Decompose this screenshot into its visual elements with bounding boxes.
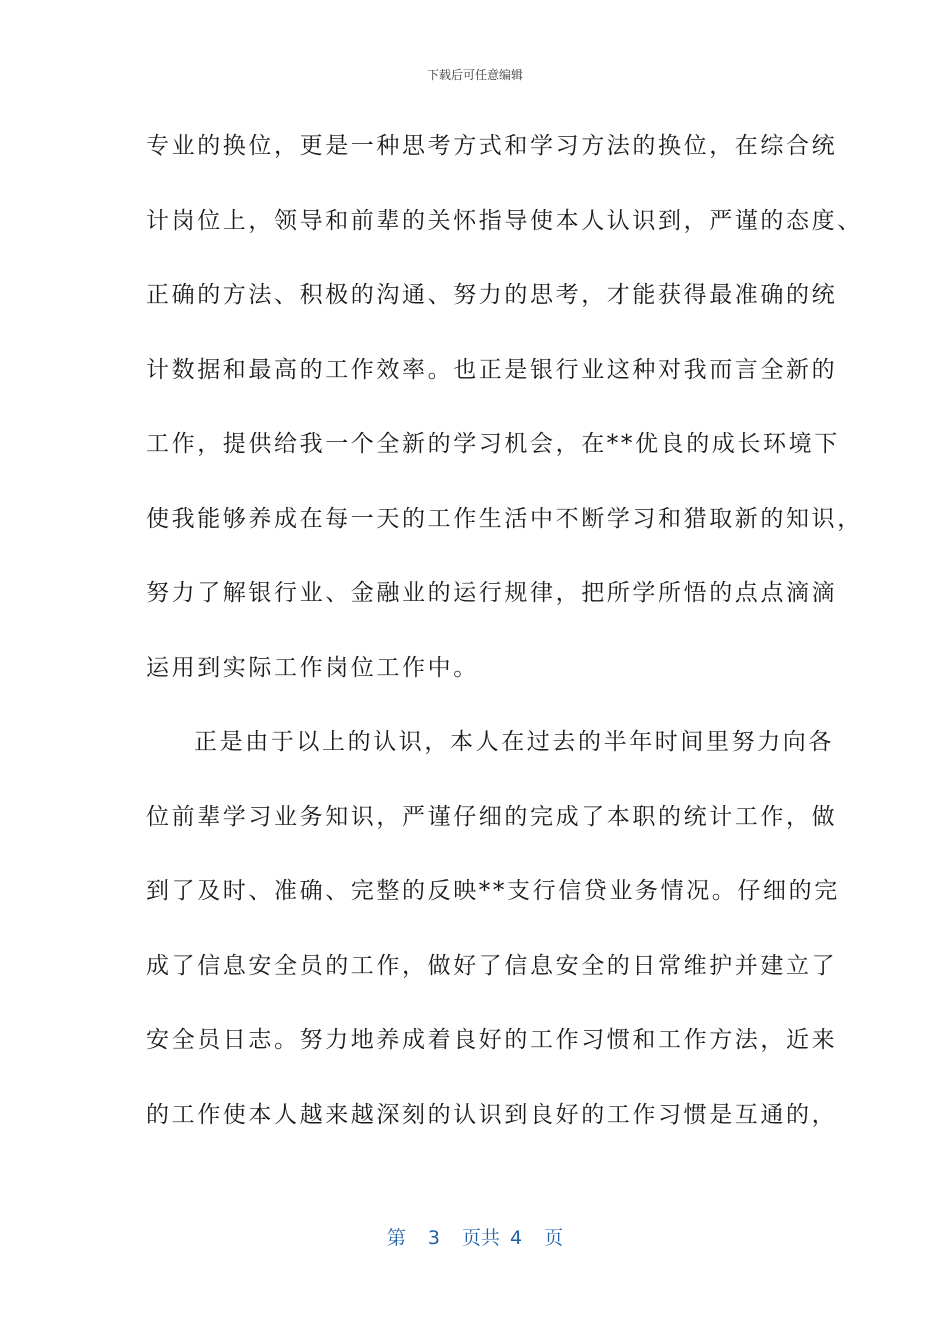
header-note: 下载后可任意编辑 — [426, 68, 523, 82]
body-line: 计数据和最高的工作效率。也正是银行业这种对我而言全新的 — [146, 356, 838, 383]
body-line: 运用到实际工作岗位工作中。 — [146, 654, 479, 681]
body-line: 的工作使本人越来越深刻的认识到良好的工作习惯是互通的， — [146, 1101, 838, 1128]
body-line: 计岗位上，领导和前辈的关怀指导使本人认识到，严谨的态度、 — [146, 207, 863, 234]
total-page-number: 4 — [510, 1227, 523, 1249]
body-line: 努力了解银行业、金融业的运行规律，把所学所悟的点点滴滴 — [146, 580, 838, 606]
paragraph-start-line: 正是由于以上的认识，本人在过去的半年时间里努力向各 — [194, 729, 834, 755]
body-line: 工作，提供给我一个全新的学习机会，在**优良的成长环境下 — [146, 431, 840, 457]
page-suffix: 页 — [544, 1227, 564, 1249]
body-line: 成了信息安全员的工作，做好了信息安全的日常维护并建立了 — [146, 952, 838, 979]
page-header — [0, 67, 950, 83]
current-page-number: 3 — [427, 1227, 440, 1249]
body-line: 使我能够养成在每一天的工作生活中不断学习和猎取新的知识， — [146, 505, 863, 532]
page-prefix: 第 — [386, 1227, 406, 1249]
body-line: 到了及时、准确、完整的反映**支行信贷业务情况。仔细的完 — [146, 878, 840, 904]
document-body — [146, 120, 863, 1163]
page-number-footer — [0, 1225, 950, 1251]
body-line: 安全员日志。努力地养成着良好的工作习惯和工作方法，近来 — [146, 1027, 838, 1053]
body-line: 正确的方法、积极的沟通、努力的思考，才能获得最准确的统 — [146, 282, 838, 308]
body-line: 专业的换位，更是一种思考方式和学习方法的换位，在综合统 — [146, 133, 838, 159]
page-mid-label: 页共 — [461, 1227, 500, 1249]
body-line: 位前辈学习业务知识，严谨仔细的完成了本职的统计工作，做 — [146, 803, 838, 830]
